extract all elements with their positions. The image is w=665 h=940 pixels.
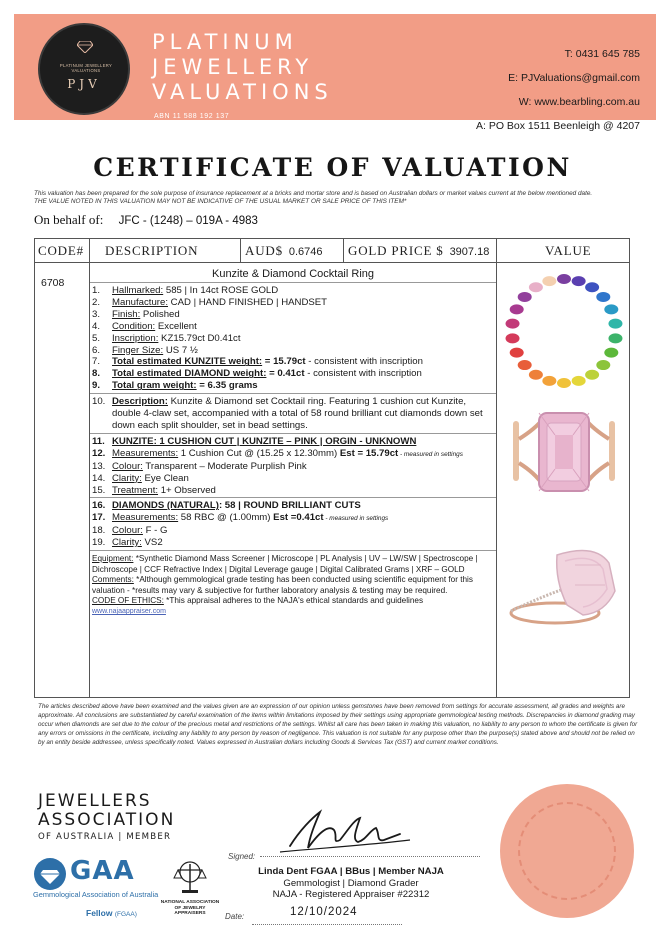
- aud-label: AUD$: [245, 243, 283, 258]
- list-item: 12. Measurements: 1 Cushion Cut @ (15.25 x 12.30mm) Est = 15.79ct - measured in settings: [92, 447, 463, 459]
- list-item: 16. DIAMONDS (NATURAL): 58 | ROUND BRILLIANT CUTS: [92, 500, 361, 512]
- jaa-line-1: JEWELLERS: [38, 791, 152, 811]
- on-behalf-label: On behalf of:: [34, 212, 104, 227]
- naja-link[interactable]: www.najaappraiser.com: [92, 608, 166, 615]
- list-item: 4. Condition: Excellent: [92, 320, 197, 332]
- header-divider: [343, 239, 344, 263]
- aud-value: 0.6746: [288, 246, 323, 258]
- gem-swatch: [510, 348, 524, 358]
- gem-swatch: [596, 360, 610, 370]
- aud-header: [245, 243, 323, 259]
- signer-block: [236, 866, 466, 901]
- on-behalf-of: [34, 212, 258, 228]
- diamonds-group: [90, 497, 496, 550]
- date-value: 12/10/2024: [290, 906, 358, 918]
- code-header: CODE#: [38, 243, 84, 258]
- comments: Comments: *Although gemmological grade testing has been conducted using scientific equipment for this valuation - *results may vary & subjective for further laboratory analysis & testing may be required.: [92, 575, 473, 595]
- gem-swatch: [542, 276, 556, 286]
- list-item: 18. Colour: F - G: [92, 525, 168, 537]
- pjv-logo: [38, 23, 130, 115]
- item-code: 6708: [41, 277, 65, 289]
- kunzite-group: [90, 433, 496, 498]
- disclaimer-line-2: THE VALUE NOTED IN THIS VALUATION MAY NOT BE INDICATIVE OF THE USUAL MARKET OR SALE PRICE OF THIS ITEM*: [34, 198, 407, 205]
- date-line: [252, 924, 402, 925]
- fellow-label: Fellow (FGAA): [86, 908, 137, 918]
- gem-swatch: [572, 276, 586, 286]
- seal-inner-ring: [518, 802, 616, 900]
- gem-swatch: [608, 319, 622, 329]
- signer-title: Gemmologist | Diamond Grader: [283, 877, 419, 889]
- ring-side-view-image: [505, 535, 625, 655]
- valuation-disclaimer: [34, 190, 644, 206]
- gaa-subtitle: Gemmological Association of Australia: [33, 890, 159, 899]
- naja-label: NATIONAL ASSOCIATION OF JEWELRY APPRAISERS: [160, 900, 220, 917]
- item-description: [90, 263, 496, 620]
- brand-line-1: PLATINUM: [152, 30, 298, 54]
- list-item: 13. Colour: Transparent – Moderate Purplish Pink: [92, 460, 307, 472]
- logo-ring-text: PLATINUM JEWELLERY VALUATIONS: [59, 63, 113, 73]
- jaa-logo: [38, 792, 175, 842]
- website: W: www.bearbling.com.au: [518, 96, 640, 108]
- certificate-title: CERTIFICATE OF VALUATION: [93, 153, 572, 182]
- gem-swatch: [506, 333, 520, 343]
- gem-colour-wheel-image: [501, 267, 627, 395]
- gem-swatch: [585, 282, 599, 292]
- address: A: PO Box 1511 Beenleigh @ 4207: [476, 120, 640, 132]
- gem-swatch: [557, 378, 571, 388]
- gem-swatch: [604, 348, 618, 358]
- signer-name: Linda Dent FGAA | BBus | Member NAJA: [258, 866, 444, 877]
- abn-number: ABN 11 588 192 137: [154, 113, 230, 120]
- brand-name: [152, 30, 333, 105]
- signer-registration: NAJA - Registered Appraiser #22312: [272, 889, 430, 901]
- list-item: 1. Hallmarked: 585 | In 14ct ROSE GOLD: [92, 285, 279, 296]
- valuation-table: [34, 238, 630, 698]
- equipment-notes: [90, 550, 496, 620]
- list-item: 8. Total estimated DIAMOND weight: = 0.41ct - consistent with inscription: [92, 368, 422, 380]
- gem-swatch: [585, 370, 599, 380]
- list-item: 10. Description: Kunzite & Diamond set Cocktail ring. Featuring 1 cushion cut Kunzite, double 4-claw set, accompanied with a total of 58 round brilliant cut diamonds down set down each split shoulder, set in bead settings.: [92, 396, 483, 431]
- ring-top-view-image: [505, 399, 623, 509]
- email: E: PJValuations@gmail.com: [508, 72, 640, 84]
- gem-swatch: [608, 333, 622, 343]
- list-item: 3. Finish: Polished: [92, 308, 180, 320]
- signed-label: Signed:: [228, 852, 256, 861]
- value-header: VALUE: [545, 243, 592, 258]
- gold-label: GOLD PRICE $: [348, 243, 444, 258]
- gem-swatch: [596, 292, 610, 302]
- diamond-icon: [77, 41, 93, 53]
- spec-group: [90, 283, 496, 393]
- description-header: DESCRIPTION: [105, 243, 199, 258]
- embossed-seal: [500, 784, 634, 918]
- header-divider: [240, 239, 241, 263]
- jaa-line-3: OF AUSTRALIA | MEMBER: [38, 832, 172, 842]
- signature-line: [260, 856, 480, 857]
- list-item: 9. Total gram weight: = 6.35 grams: [92, 380, 258, 392]
- list-item: 17. Measurements: 58 RBC @ (1.00mm) Est =0.41ct - measured in settings: [92, 512, 389, 524]
- item-title: Kunzite & Diamond Cocktail Ring: [90, 268, 496, 283]
- gem-swatch: [506, 319, 520, 329]
- list-item: 2. Manufacture: CAD | HAND FINISHED | HANDSET: [92, 296, 328, 308]
- gem-swatch: [604, 304, 618, 314]
- phone: T: 0431 645 785: [564, 48, 640, 60]
- letterhead: [14, 14, 656, 132]
- brand-line-2: JEWELLERY: [152, 55, 314, 79]
- gold-value: 3907.18: [449, 246, 490, 258]
- list-item: 7. Total estimated KUNZITE weight: = 15.79ct - consistent with inscription: [92, 356, 423, 368]
- gaa-wordmark: GAA: [70, 856, 135, 886]
- list-item: 5. Inscription: KZ15.79ct D0.41ct: [92, 332, 241, 344]
- gold-price-header: [348, 243, 489, 259]
- gaa-emblem-icon: [34, 858, 66, 890]
- list-item: 11. KUNZITE: 1 CUSHION CUT | KUNZITE – PINK | ORGIN - UNKNOWN: [92, 435, 417, 447]
- equipment: Equipment: *Synthetic Diamond Mass Screener | Microscope | PL Analysis | UV – LW/SW | Spectroscope | Dichroscope | CCF Refractive Index | Digital Leverage gauge | Digital Calibrated Grams | XRF – GOLD: [92, 554, 478, 574]
- gem-swatch: [572, 376, 586, 386]
- list-item: 15. Treatment: 1+ Observed: [92, 484, 216, 496]
- gem-swatch: [518, 292, 532, 302]
- contact-details: [476, 42, 640, 138]
- date-label: Date:: [225, 912, 245, 921]
- list-item: 19. Clarity: VS2: [92, 537, 163, 549]
- gem-swatch: [557, 274, 571, 284]
- logo-monogram: PJV: [67, 77, 101, 91]
- description-group: [90, 393, 496, 433]
- code-of-ethics: CODE OF ETHICS: *This appraisal adheres to the NAJA's ethical standards and guidelines: [92, 596, 424, 606]
- list-item: 14. Clarity: Eye Clean: [92, 472, 189, 484]
- gem-swatch: [542, 376, 556, 386]
- gem-swatch: [529, 282, 543, 292]
- gem-swatch: [529, 370, 543, 380]
- disclaimer-line-1: This valuation has been prepared for the sole purpose of insurance replacement at a bricks and mortar store and is based on Australian dollars or market values current at the below mentioned date.: [34, 190, 593, 197]
- on-behalf-value: JFC - (1248) – 019A - 4983: [118, 215, 258, 227]
- column-divider: [496, 239, 497, 697]
- gem-swatch: [518, 360, 532, 370]
- signature: [250, 800, 450, 860]
- naja-scales-icon: [168, 860, 212, 894]
- jaa-line-2: ASSOCIATION: [38, 810, 176, 830]
- gem-swatch: [510, 304, 524, 314]
- brand-line-3: VALUATIONS: [152, 80, 333, 104]
- list-item: 6. Finger Size: US 7 ½: [92, 344, 198, 356]
- terms-fine-print: The articles described above have been examined and the values given are an expression of our opinion unless gemstones have been removed from settings for accurate assessment, all grades and weights are approximate. All conclusions are substantiated by careful examination of the items within limitations imposed by their settings using appropriate gemmological testing methods. Discrepancies in diamond grading may occur when diamonds are set due to the colour of the precious metal and restrictions of the settings. Whilst all care has been taken in making this valuation, no liability to any person to whom the certificate is given for any errors or omissions in the certificate, including any liability to any person by reason of negligence. This valuation is not suitable for any purpose other than the purpose(s) stated above and should not be relied on by an entity beside addressee, unless specifically noted. Values expressed in Australian dollars including Goods & Services Tax (GST) and current market conditions.: [38, 703, 638, 746]
